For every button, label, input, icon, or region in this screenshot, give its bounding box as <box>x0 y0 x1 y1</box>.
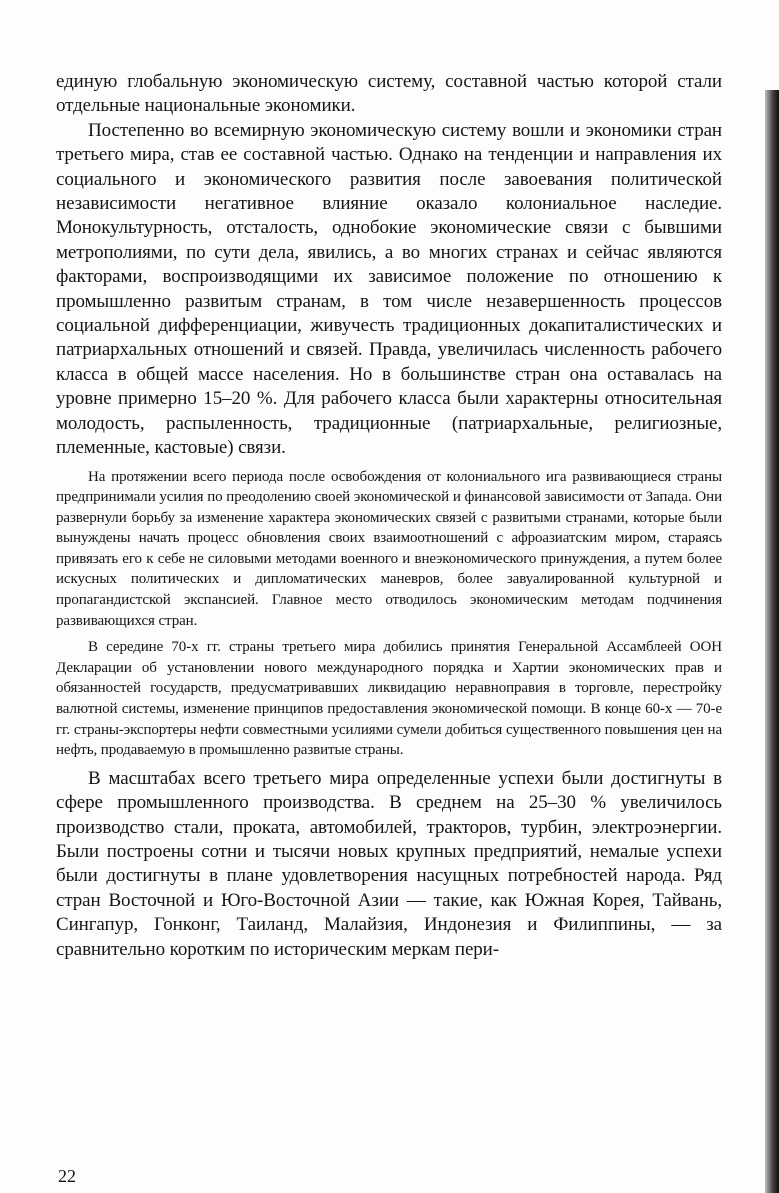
page-edge-shadow <box>765 90 779 1193</box>
page-number: 22 <box>58 1166 76 1186</box>
paragraph-third-world-economies: Постепенно во всемирную экономическую систему вошли и экономики стран третьего мира, став ее составной частью. Однако на тенденции и направления их социального и экономического развития после завоевания политической независимости негативное влияние оказало колониальное наследие. Монокультурность, отсталость, однобокие экономические связи с бывшими метрополиями, по сути дела, явились, а во многих странах и сейчас являются факторами, воспроизводящими их зависимое положение по отношению к промышленно развитым странам, в том числе незавершенность процессов социальной дифференциации, живучесть традиционных докапиталистических и патриархальных отношений и связей. Правда, увеличилась численность рабочего класса в общей массе населения. Но в большинстве стран она оставалась на уровне примерно 15–20 %. Для рабочего класса были характерны относительная молодость, распыленность, традиционные (патриархальные, религиозные, племенные, кастовые) связи. <box>56 119 722 459</box>
paragraph-struggle-for-independence: На протяжении всего периода после освобождения от колониального ига развивающиеся страны предпринимали усилия по преодолению своей экономической и финансовой зависимости от Запада. Они развернули борьбу за изменение характера экономических связей с развитыми странами, которые были вынуждены начать процесс обновления своих взаимоотношений с афроазиатским миром, стараясь привязать его к себе не силовыми методами военного и внеэкономического принуждения, а путем более искусных политических и дипломатических маневров, более завуалированной культурной и пропагандистской экспансией. Главное место отводилось экономическим методам подчинения развивающихся стран. <box>56 468 722 629</box>
paragraph-continued: единую глобальную экономическую систему, составной частью которой стали отдельные национальные экономики. <box>56 71 722 117</box>
small-print-block <box>56 467 722 761</box>
paragraph-industrial-production: В масштабах всего третьего мира определенные успехи были достигнуты в сфере промышленного производства. В среднем на 25–30 % увеличилось производство стали, проката, автомобилей, тракторов, турбин, электроэнергии. Были построены сотни и тысячи новых крупных предприятий, немалые успехи были достигнуты в плане удовлетворения насущных потребностей народа. Ряд стран Восточной и Юго-Восточной Азии — такие, как Южная Корея, Тайвань, Сингапур, Гонконг, Таиланд, Малайзия, Индонезия и Филиппины, — за сравнительно коротким по историческим меркам пери- <box>56 767 722 960</box>
bottom-text-block <box>56 767 722 962</box>
top-text-block <box>56 70 722 461</box>
paragraph-un-declaration: В середине 70-х гг. страны третьего мира добились принятия Генеральной Ассамблеей ООН Декларации об установлении нового международного порядка и Хартии экономических прав и обязанностей государств, предусматривавших ликвидацию неравноправия в торговле, перестройку валютной системы, изменение принципов предоставления экономической помощи. В конце 60-х — 70-е гг. страны-экспортеры нефти совместными усилиями сумели добиться существенного повышения цен на нефть, продаваемую в промышленно развитые страны. <box>56 639 722 759</box>
page-text <box>56 70 722 962</box>
